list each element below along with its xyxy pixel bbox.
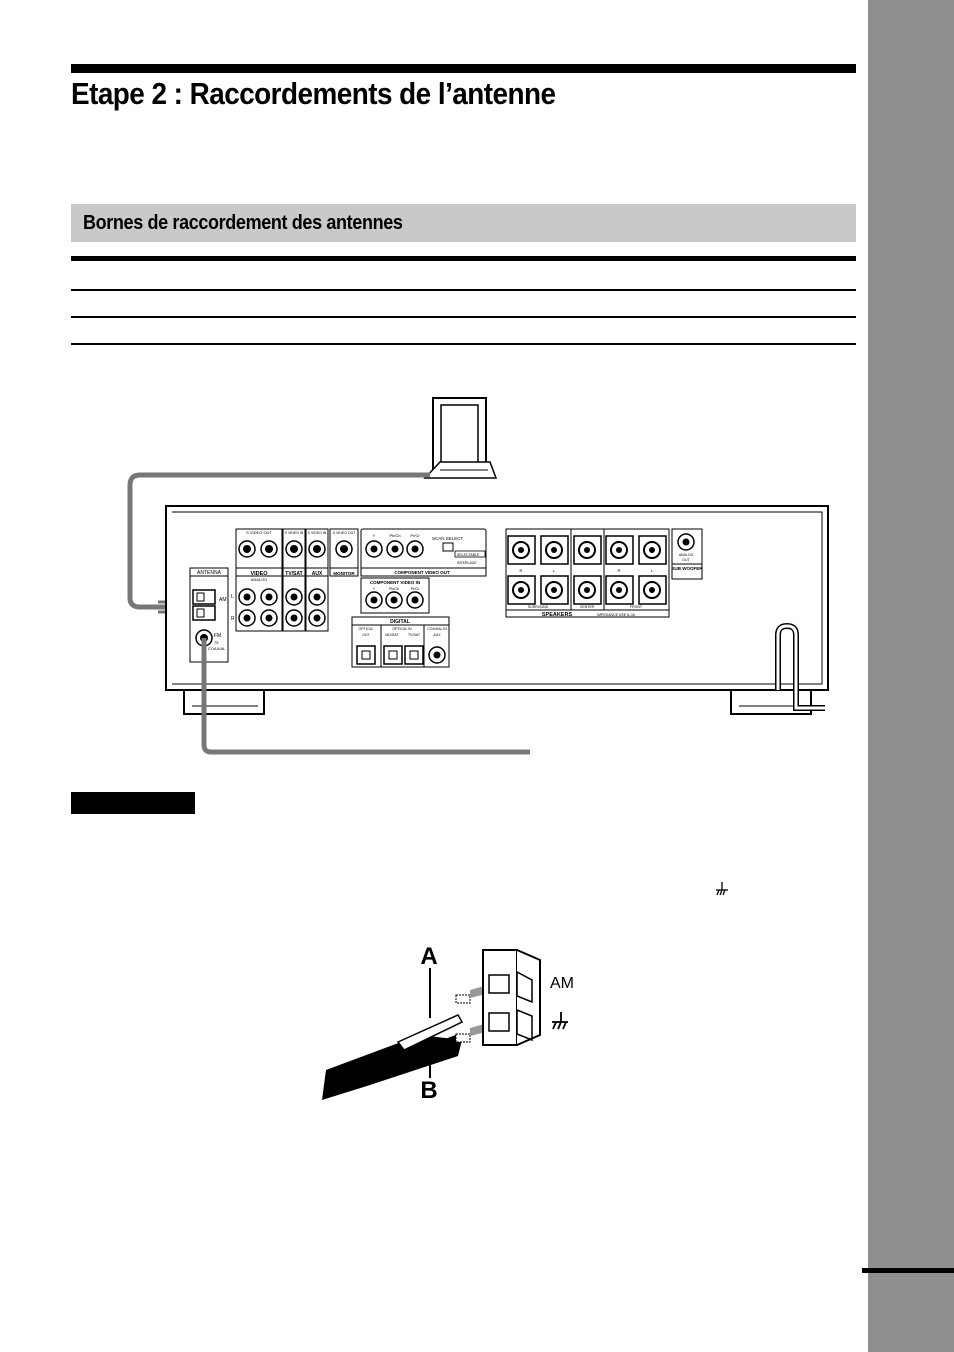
fm-terminal-label: FM	[214, 633, 222, 639]
fm-coaxial-label: COAXIAL	[208, 646, 226, 651]
panel-label: L	[552, 568, 556, 573]
panel-label: OUT	[682, 558, 690, 562]
panel-label: L	[650, 568, 654, 573]
ground-icon	[714, 880, 730, 896]
video-r-label: R	[231, 616, 235, 622]
svideo-out-label: S VIDEO OUT	[246, 530, 272, 535]
panel-label: Pr/Cr	[410, 587, 420, 591]
aux-label: AUX	[311, 571, 323, 577]
panel-label: Y	[372, 587, 376, 591]
am-loop-antenna-illustration	[425, 398, 496, 478]
panel-label: R	[617, 568, 621, 573]
am-wire-detail-illustration	[322, 943, 574, 1104]
note-heading-bar	[71, 792, 195, 814]
panel-label: AUX	[433, 633, 441, 637]
panel-label: ANALOG	[678, 553, 694, 557]
aux-svideo-label: S VIDEO IN	[307, 531, 327, 535]
tvsat-svideo-label: S VIDEO IN	[284, 531, 304, 535]
analog-label: ANALOG	[250, 577, 268, 582]
video-label: VIDEO	[250, 571, 268, 577]
component-video-in-block	[361, 578, 429, 613]
component-video-out-block	[361, 529, 486, 576]
component-in-label: COMPONENT VIDEO IN	[369, 580, 421, 585]
panel-label: FRONT	[629, 605, 643, 609]
speaker-terminal-block	[506, 529, 669, 618]
panel-label: OPTICAL IN	[392, 627, 412, 631]
fm-ohm-label: 75	[214, 640, 219, 645]
am-terminal-label: AM	[219, 597, 227, 603]
page-title: Etape 2 : Raccordements de l’antenne	[71, 76, 556, 111]
subwoofer-out-block	[672, 529, 704, 579]
panel-label: IMPEDANCE USE 6–16	[597, 613, 635, 617]
subwoofer-label: SUB WOOFER	[671, 566, 703, 571]
video-l-label: L	[231, 594, 234, 600]
panel-label: Pb/Cb	[389, 533, 401, 538]
panel-label: TV/SAT	[408, 633, 420, 637]
panel-label: SELECTABLE	[457, 553, 480, 557]
section-heading: Bornes de raccordement des antennes	[83, 212, 403, 234]
panel-label: SURROUND	[527, 605, 549, 609]
detail-am-label: AM	[550, 975, 574, 992]
antenna-label: ANTENNA	[197, 570, 221, 576]
tvsat-label: TV/SAT	[285, 571, 303, 577]
panel-label: OUT	[362, 633, 370, 637]
panel-label: Y	[372, 533, 376, 538]
scan-select-label: SCAN SELECT	[432, 536, 464, 541]
panel-label: Pb/Cb	[389, 587, 399, 591]
panel-label: CENTER	[579, 605, 595, 609]
digital-label: DIGITAL	[390, 619, 410, 625]
panel-label: MD/DAT	[385, 633, 399, 637]
speakers-label: SPEAKERS	[541, 612, 573, 618]
panel-label: INTERLACE	[457, 561, 477, 565]
panel-label: COAXIAL IN	[427, 627, 447, 631]
ground-icon	[552, 1012, 568, 1029]
label-b: B	[420, 1077, 438, 1104]
label-a: A	[420, 943, 438, 970]
antenna-terminal-block	[190, 568, 228, 662]
digital-audio-block	[352, 617, 449, 667]
panel-label: R	[519, 568, 523, 573]
panel-label: Pr/Cr	[410, 533, 420, 538]
panel-label: OPTICAL	[358, 627, 374, 631]
monitor-label: MONITOR	[333, 571, 355, 576]
monitor-svideo-label: S VIDEO OUT	[332, 531, 356, 535]
component-out-label: COMPONENT VIDEO OUT	[394, 570, 450, 575]
